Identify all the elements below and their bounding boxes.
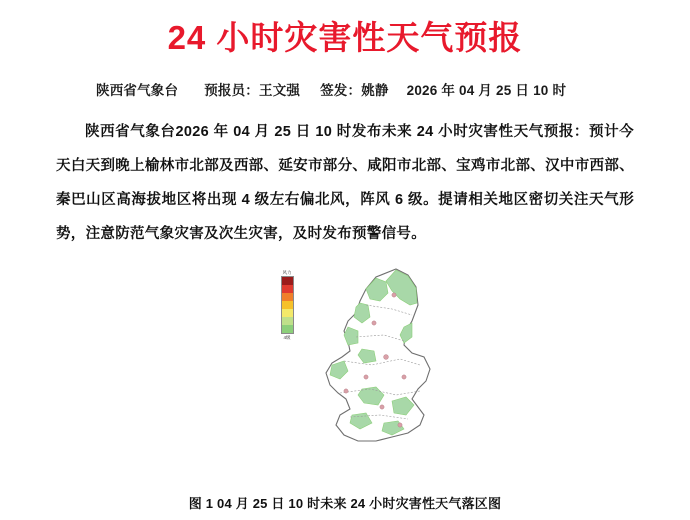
- meta-signer: 签发：姚静: [320, 83, 389, 98]
- meta-forecaster: 预报员：王文强: [204, 83, 301, 98]
- forecast-body-text: 陕西省气象台2026 年 04 月 25 日 10 时发布未来 24 小时灾害性天气预报：预计今天白天到晚上榆林市北部及西部、延安市部分、咸阳市北部、宝鸡市北部、汉中市西部、秦巴山区高海拔地区将出现 4 级左右偏北风，阵风 6 级。提请相关地区密切关注天气形势，注意防范气象灾害及次生灾害，及时发布预警信号。: [56, 124, 634, 242]
- meta-line: [0, 79, 690, 99]
- figure-caption: 图 1 04 月 25 日 10 时未来 24 小时灾害性天气落区图: [188, 496, 502, 511]
- legend-title: 风力: [282, 270, 292, 275]
- figure-area: [0, 265, 690, 461]
- meta-issuer: 陕西省气象台: [96, 83, 179, 98]
- wind-legend: [276, 269, 298, 341]
- page-title: 24 小时灾害性天气预报: [167, 19, 523, 56]
- shaanxi-map: [300, 265, 470, 455]
- legend-min-label: 4级: [283, 335, 291, 340]
- meta-datetime: 2026 年 04 月 25 日 10 时: [406, 83, 567, 98]
- legend-colorbar: [281, 276, 294, 334]
